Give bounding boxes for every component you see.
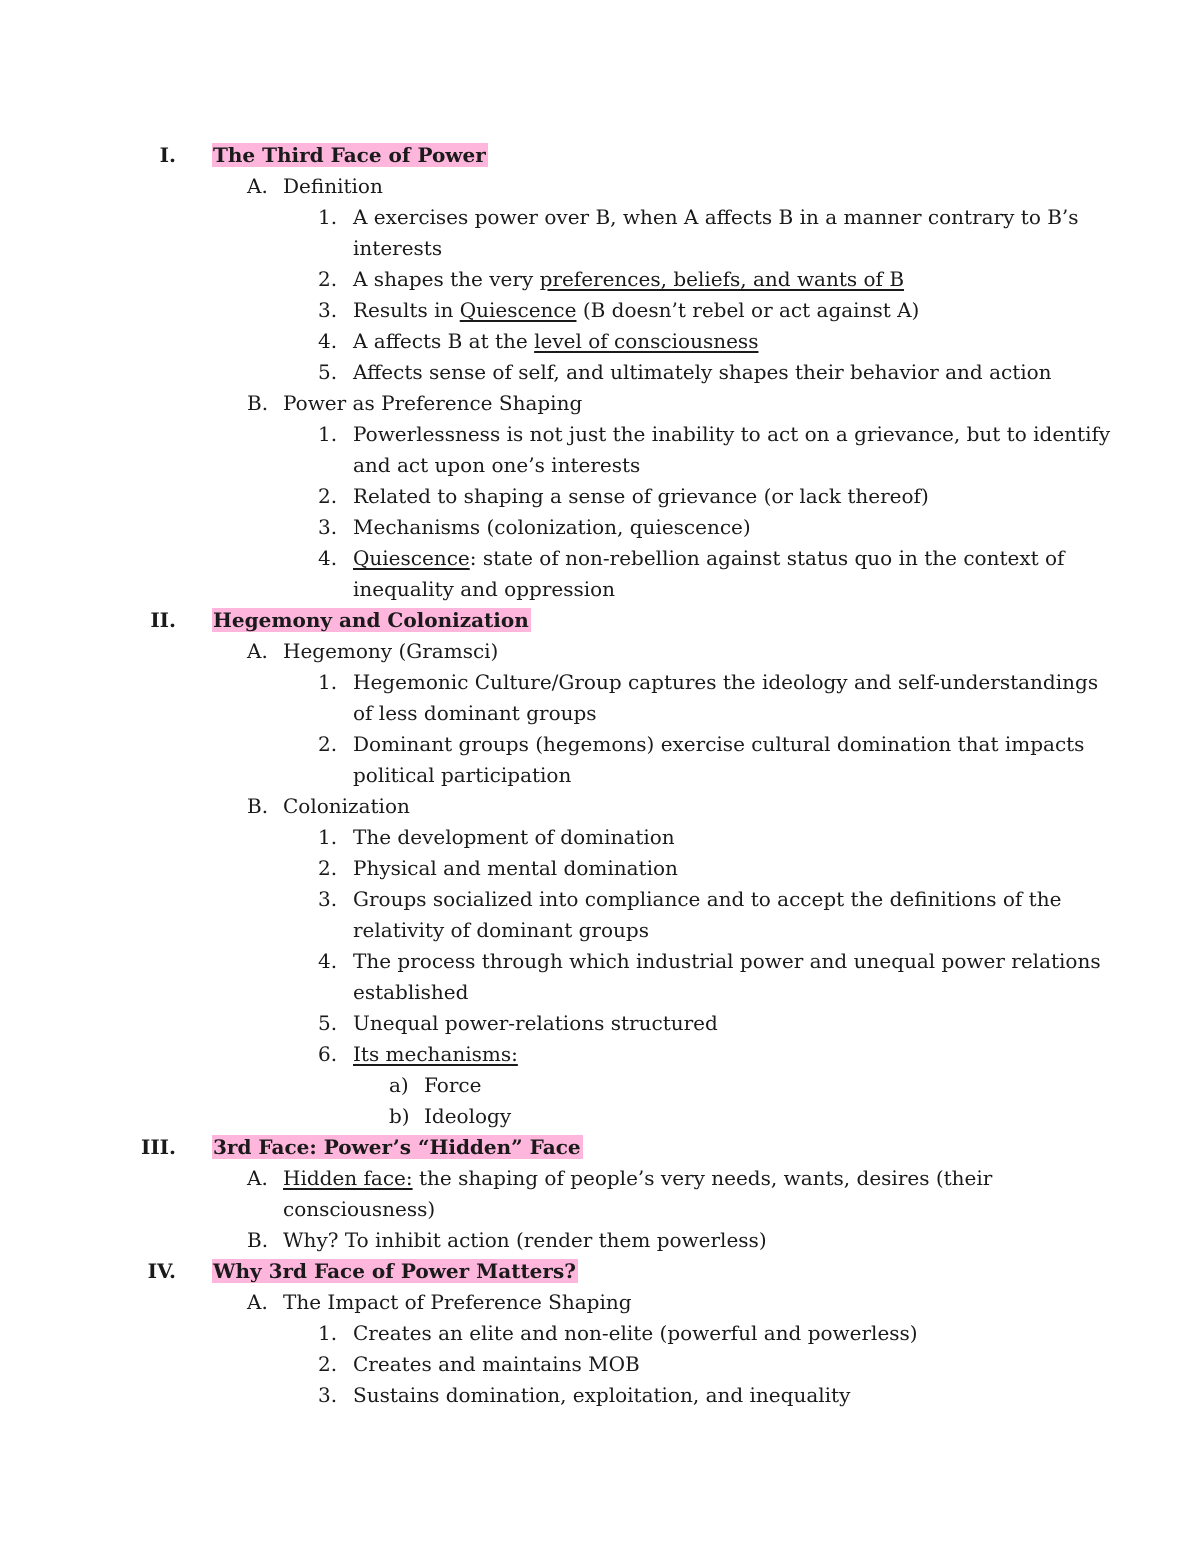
- underlined-term: Quiescence: [459, 298, 577, 322]
- number-marker: 3.: [318, 887, 338, 911]
- item-text: Affects sense of self, and ultimately shapes their behavior and action: [353, 360, 1052, 384]
- section-heading: [0, 140, 1200, 171]
- item-text: Quiescence: state of non-rebellion against status quo in the context of: [353, 546, 1065, 570]
- item-text: Force: [424, 1073, 482, 1097]
- letter-marker: A.: [247, 1166, 268, 1190]
- item-text: A exercises power over B, when A affects B in a manner contrary to B’s: [353, 205, 1079, 229]
- item-text: Powerlessness is not just the inability to act on a grievance, but to identify: [353, 422, 1111, 446]
- item-text: A affects B at the level of consciousness: [353, 329, 759, 353]
- roman-numeral: II.: [150, 608, 176, 632]
- item-text: Physical and mental domination: [353, 856, 678, 880]
- number-marker: 4.: [318, 949, 338, 973]
- section-heading: [0, 1256, 1200, 1287]
- highlighted-heading: Why 3rd Face of Power Matters?: [213, 1259, 576, 1283]
- highlighted-heading: The Third Face of Power: [213, 143, 486, 167]
- item-text: Unequal power-relations structured: [353, 1011, 718, 1035]
- item-text: established: [353, 980, 469, 1004]
- list-item: [0, 822, 1200, 853]
- item-text: interests: [353, 236, 443, 260]
- highlighted-heading: Hegemony and Colonization: [213, 608, 529, 632]
- subsection-label: Definition: [283, 174, 383, 198]
- list-item-continuation: [0, 760, 1200, 791]
- subsection-heading: [0, 388, 1200, 419]
- number-marker: 5.: [318, 360, 338, 384]
- number-marker: 1.: [318, 825, 338, 849]
- item-text: Results in Quiescence (B doesn’t rebel or act against A): [353, 298, 920, 322]
- underlined-term: preferences, beliefs, and wants of B: [539, 267, 905, 291]
- item-text: relativity of dominant groups: [353, 918, 649, 942]
- item-text: Mechanisms (colonization, quiescence): [353, 515, 751, 539]
- number-marker: 2.: [318, 1352, 338, 1376]
- item-text: Ideology: [424, 1104, 512, 1128]
- sub-list-item: [0, 1101, 1200, 1132]
- subsection-continuation: [0, 1194, 1200, 1225]
- number-marker: 2.: [318, 484, 338, 508]
- list-item: [0, 326, 1200, 357]
- list-item: [0, 946, 1200, 977]
- subsection-label: Hidden face: the shaping of people’s very needs, wants, desires (their: [283, 1166, 993, 1190]
- list-item: [0, 1349, 1200, 1380]
- item-text: Creates and maintains MOB: [353, 1352, 640, 1376]
- list-item: [0, 512, 1200, 543]
- number-marker: 2.: [318, 856, 338, 880]
- item-text: Dominant groups (hegemons) exercise cultural domination that impacts: [353, 732, 1085, 756]
- item-text: inequality and oppression: [353, 577, 616, 601]
- letter-marker: A.: [247, 639, 268, 663]
- number-marker: 2.: [318, 732, 338, 756]
- number-marker: 3.: [318, 1383, 338, 1407]
- list-item: [0, 1039, 1200, 1070]
- item-text: Hegemonic Culture/Group captures the ideology and self-understandings: [353, 670, 1099, 694]
- number-marker: 4.: [318, 329, 338, 353]
- subsection-heading: [0, 1225, 1200, 1256]
- subsection-label: Why? To inhibit action (render them powerless): [283, 1228, 767, 1252]
- subsection-label: Power as Preference Shaping: [283, 391, 583, 415]
- list-item: [0, 543, 1200, 574]
- section-heading: [0, 605, 1200, 636]
- underlined-term: Hidden face:: [283, 1166, 413, 1190]
- outline-document: [0, 140, 1200, 1411]
- letter-marker: B.: [247, 794, 269, 818]
- subsection-heading: [0, 791, 1200, 822]
- item-text: Groups socialized into compliance and to accept the definitions of the: [353, 887, 1062, 911]
- list-item: [0, 357, 1200, 388]
- highlighted-heading: 3rd Face: Power’s “Hidden” Face: [213, 1135, 581, 1159]
- item-text: Creates an elite and non-elite (powerful and powerless): [353, 1321, 918, 1345]
- letter-paren-marker: a): [389, 1073, 409, 1097]
- list-item-continuation: [0, 698, 1200, 729]
- number-marker: 5.: [318, 1011, 338, 1035]
- subsection-label: Colonization: [283, 794, 410, 818]
- list-item: [0, 1380, 1200, 1411]
- number-marker: 6.: [318, 1042, 338, 1066]
- list-item-continuation: [0, 915, 1200, 946]
- item-text: Related to shaping a sense of grievance (or lack thereof): [353, 484, 929, 508]
- roman-numeral: III.: [140, 1135, 176, 1159]
- list-item: [0, 202, 1200, 233]
- letter-marker: B.: [247, 1228, 269, 1252]
- number-marker: 2.: [318, 267, 338, 291]
- item-text: and act upon one’s interests: [353, 453, 641, 477]
- item-text: The development of domination: [353, 825, 675, 849]
- list-item: [0, 853, 1200, 884]
- list-item: [0, 1318, 1200, 1349]
- list-item: [0, 1008, 1200, 1039]
- number-marker: 1.: [318, 1321, 338, 1345]
- list-item-continuation: [0, 233, 1200, 264]
- list-item-continuation: [0, 574, 1200, 605]
- underlined-term: Its mechanisms:: [353, 1042, 518, 1066]
- number-marker: 1.: [318, 205, 338, 229]
- list-item: [0, 295, 1200, 326]
- item-text: political participation: [353, 763, 572, 787]
- list-item: [0, 884, 1200, 915]
- letter-marker: B.: [247, 391, 269, 415]
- letter-marker: A.: [247, 174, 268, 198]
- list-item: [0, 264, 1200, 295]
- underlined-term: level of consciousness: [534, 329, 759, 353]
- subsection-label: Hegemony (Gramsci): [283, 639, 499, 663]
- list-item-continuation: [0, 450, 1200, 481]
- list-item: [0, 729, 1200, 760]
- item-text: Sustains domination, exploitation, and inequality: [353, 1383, 851, 1407]
- subsection-heading: [0, 171, 1200, 202]
- subsection-label: The Impact of Preference Shaping: [283, 1290, 632, 1314]
- number-marker: 3.: [318, 515, 338, 539]
- list-item-continuation: [0, 977, 1200, 1008]
- underlined-term: Quiescence: [353, 546, 470, 570]
- item-text: The process through which industrial power and unequal power relations: [353, 949, 1101, 973]
- list-item: [0, 419, 1200, 450]
- list-item: [0, 667, 1200, 698]
- letter-marker: A.: [247, 1290, 268, 1314]
- number-marker: 1.: [318, 670, 338, 694]
- letter-paren-marker: b): [389, 1104, 410, 1128]
- list-item: [0, 481, 1200, 512]
- number-marker: 3.: [318, 298, 338, 322]
- roman-numeral: IV.: [147, 1259, 176, 1283]
- subsection-heading: [0, 636, 1200, 667]
- subsection-heading: [0, 1287, 1200, 1318]
- number-marker: 1.: [318, 422, 338, 446]
- sub-list-item: [0, 1070, 1200, 1101]
- number-marker: 4.: [318, 546, 338, 570]
- item-text: A shapes the very preferences, beliefs, and wants of B: [353, 267, 905, 291]
- roman-numeral: I.: [159, 143, 176, 167]
- subsection-label: consciousness): [283, 1197, 436, 1221]
- section-heading: [0, 1132, 1200, 1163]
- item-text: of less dominant groups: [353, 701, 597, 725]
- subsection-heading: [0, 1163, 1200, 1194]
